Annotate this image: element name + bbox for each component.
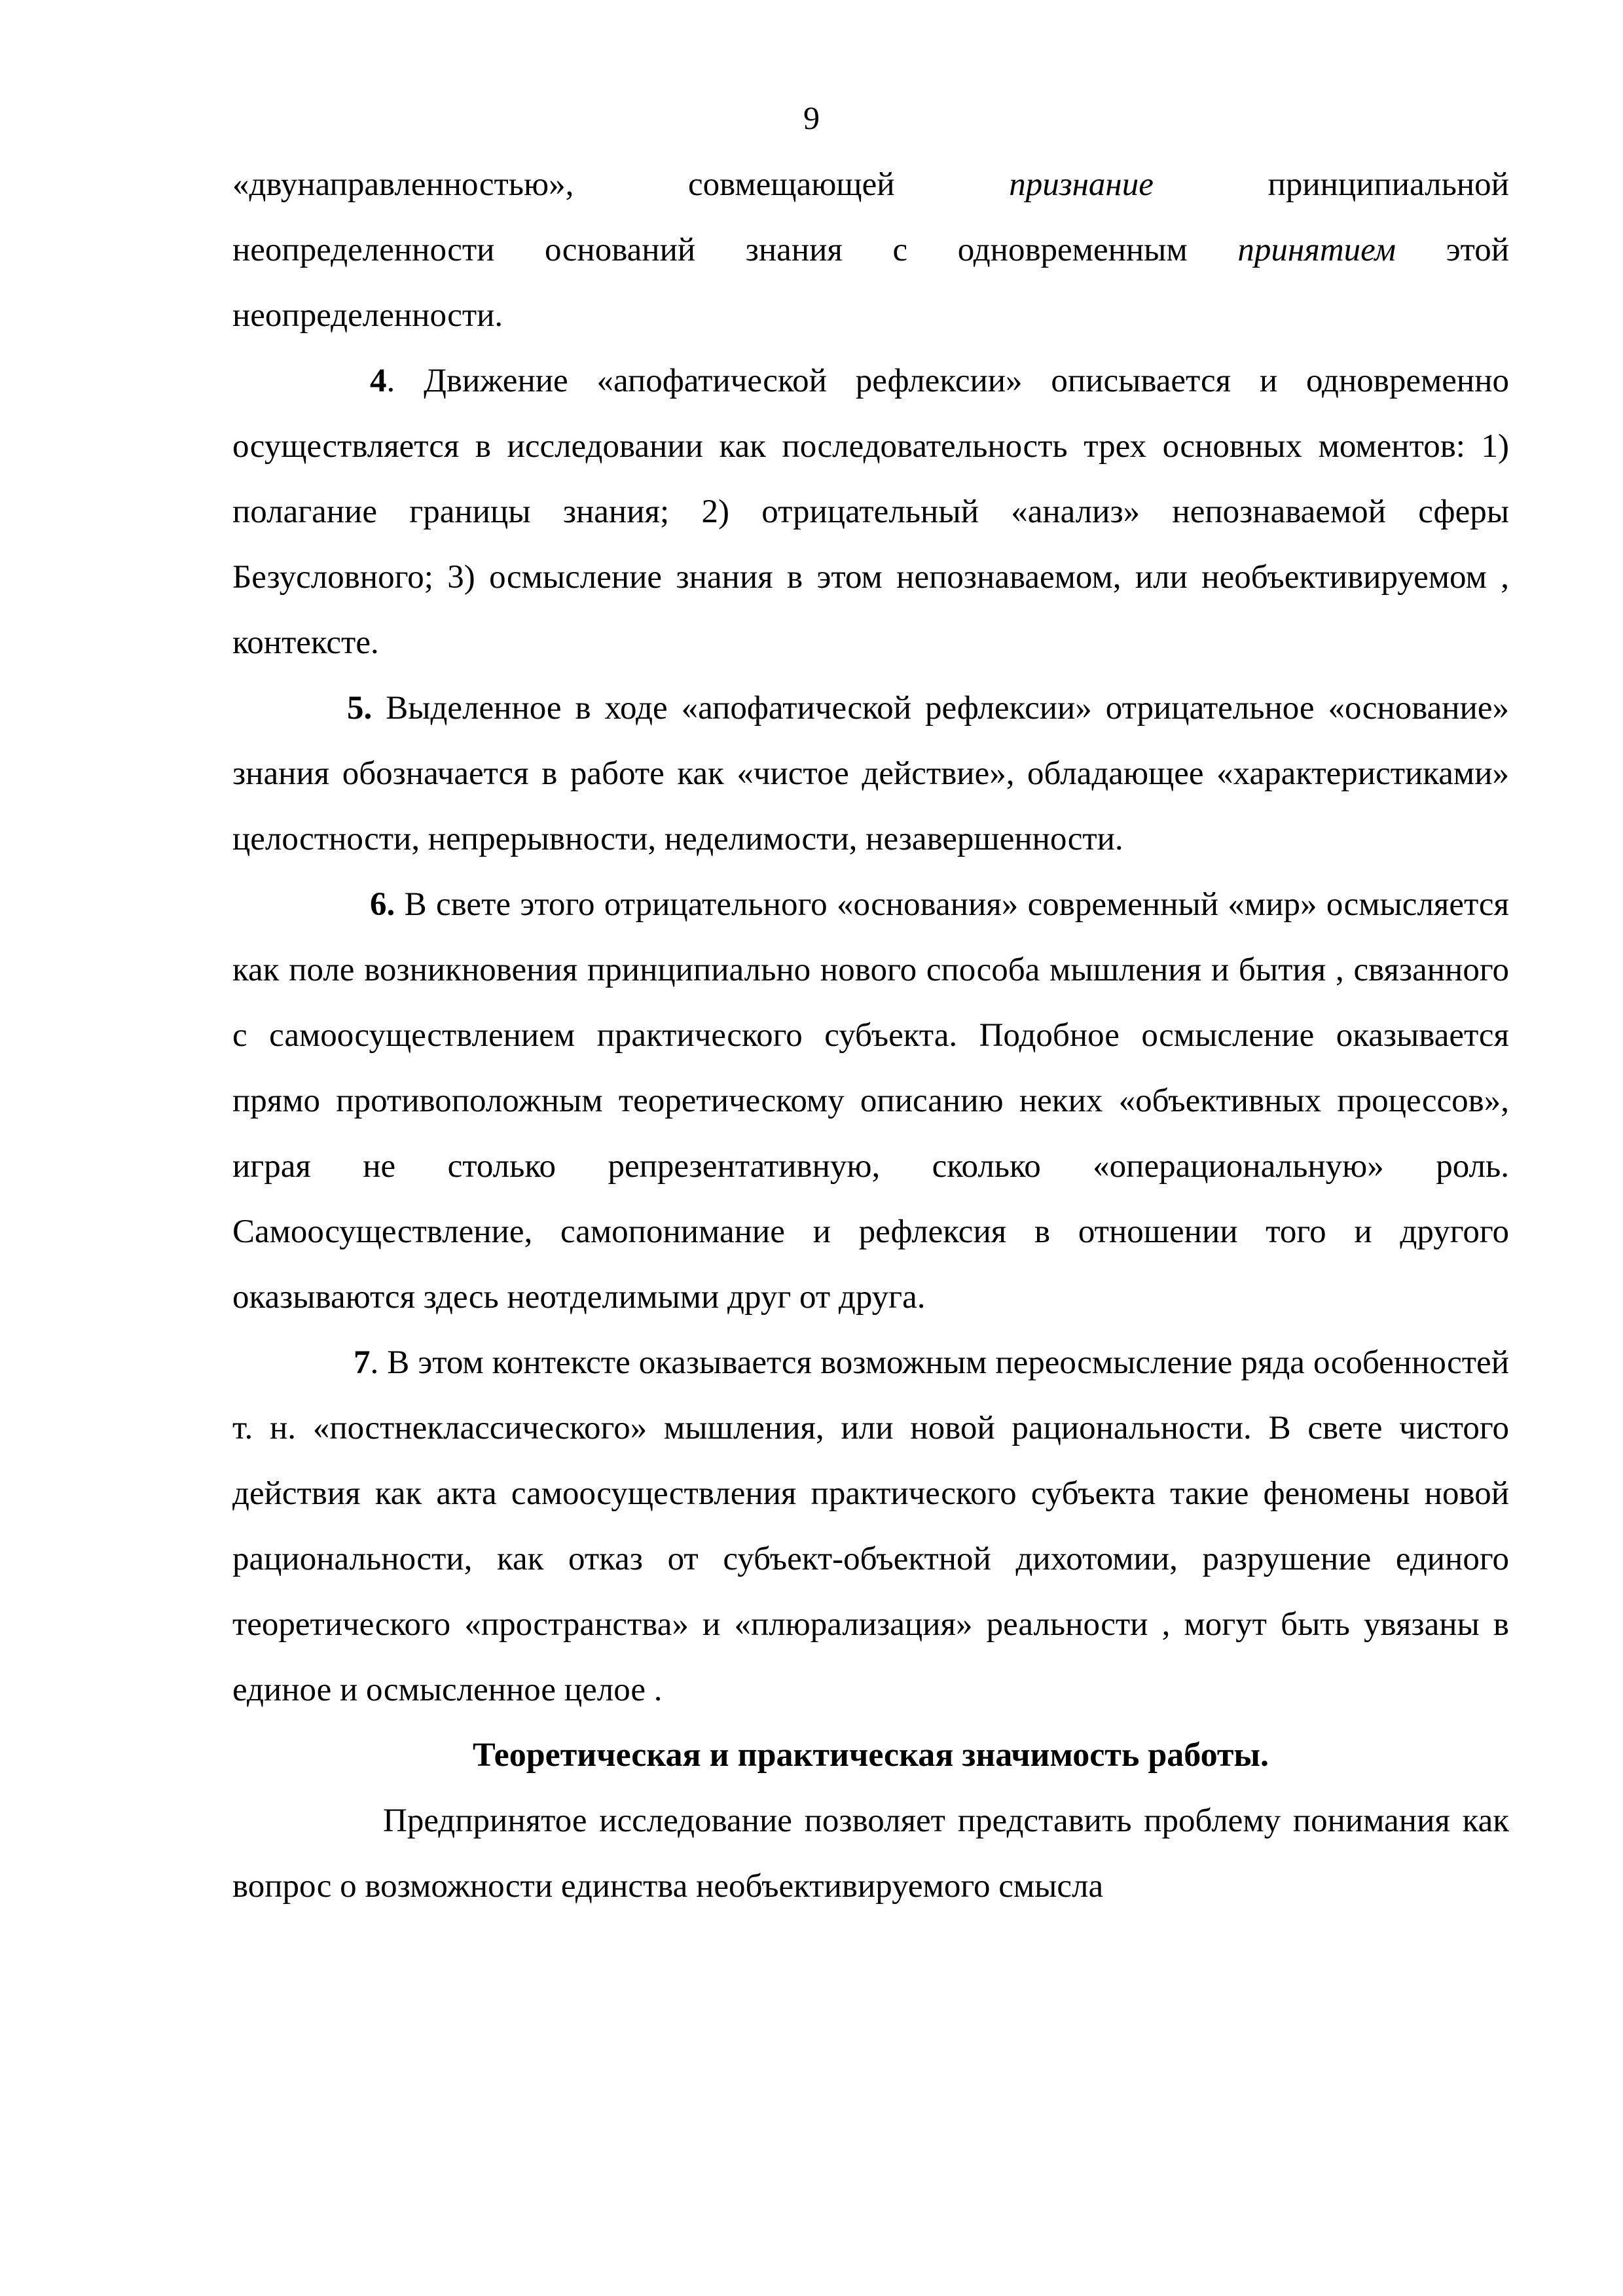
document-body: [232, 152, 1509, 1919]
intro-paragraph: [232, 152, 1509, 348]
intro-second-line: [232, 217, 1509, 283]
point-7-number: 7: [354, 1344, 371, 1381]
page-number: 9: [803, 99, 820, 136]
closing-paragraph: Предпринятое исследование позволяет представить проблему понимания как вопрос о возможности единства необъективируемого смысла: [232, 1803, 1509, 1905]
point-7: [232, 1330, 1509, 1723]
intro-line2-italic: принятием: [1237, 232, 1396, 268]
intro-third-line: неопределенности.: [232, 297, 503, 334]
intro-word-4: принципиальной: [1267, 166, 1509, 203]
intro-word-3: признание: [1009, 166, 1154, 203]
point-5: [232, 675, 1509, 872]
intro-first-line: [232, 152, 1509, 217]
point-6-text: В свете этого отрицательного «основания» современный «мир» осмысляется как поле возникновения принципиально нового способа мышления и бытия , связанного с самоосуществлением практического субъекта. Подобное осмысление оказывается прямо противоположным теоретическому описанию неких «объективных процессов», играя не столько репрезентативную, сколько «операциональную» роль. Самоосуществление, самопонимание и рефлексия в отношении того и другого оказываются здесь неотделимыми друг от друга.: [232, 886, 1509, 1316]
point-5-number: 5.: [347, 690, 373, 726]
point-4-text: . Движение «апофатической рефлексии» описывается и одновременно осуществляется в исследовании как последовательность трех основных моментов: 1) полагание границы знания; 2) отрицательный «анализ» непознаваемой сферы Безусловного; 3) осмысление знания в этом непознаваемом, или необъективируемом , контексте.: [232, 363, 1509, 661]
intro-word-1: «двунаправленностью»,: [232, 166, 574, 203]
point-7-text: . В этом контексте оказывается возможным переосмысление ряда особенностей т. н. «постнеклассического» мышления, или новой рациональности. В свете чистого действия как акта самоосуществления практического субъекта такие феномены новой рациональности, как отказ от субъект-объектной дихотомии, разрушение единого теоретического «пространства» и «плюрализация» реальности , могут быть увязаны в единое и осмысленное целое .: [232, 1344, 1509, 1708]
point-6: [232, 872, 1509, 1330]
point-5-text: Выделенное в ходе «апофатической рефлексии» отрицательное «основание» знания обозначается в работе как «чистое действие», обладающее «характеристиками» целостности, непрерывности, неделимости, незавершенности.: [232, 690, 1509, 857]
point-6-number: 6.: [370, 886, 395, 923]
section-heading: Теоретическая и практическая значимость работы.: [472, 1736, 1269, 1774]
point-4-number: 4: [370, 363, 387, 399]
intro-line2-a: неопределенности оснований знания с одновременным: [232, 232, 1238, 268]
intro-word-2: совмещающей: [688, 166, 895, 203]
point-4: [232, 348, 1509, 675]
intro-line2-b: этой: [1396, 232, 1509, 268]
